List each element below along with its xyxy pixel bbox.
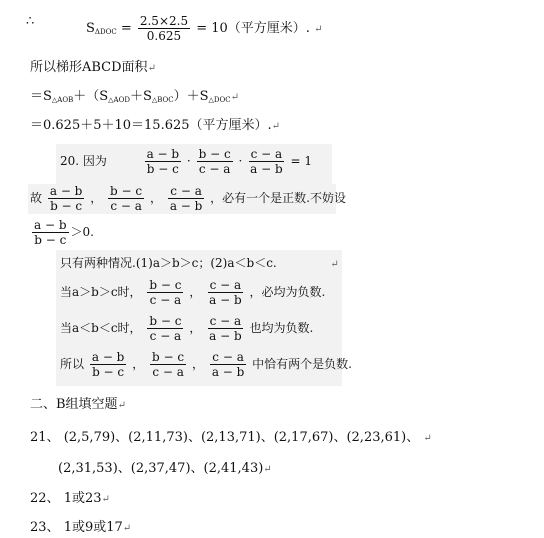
question-21-line-2 xyxy=(58,461,272,478)
paragraph-mark: ↵ xyxy=(117,400,126,411)
fraction-numerator: c − a xyxy=(212,350,244,364)
conclusion-tail: 中恰有两个是负数. xyxy=(252,357,352,371)
fraction-ca-ab xyxy=(248,147,285,176)
fraction-ab-bc xyxy=(32,218,69,247)
paragraph-mark: ↵ xyxy=(230,92,239,103)
gu-label: 故 xyxy=(30,191,43,205)
paragraph-mark: ↵ xyxy=(314,24,323,35)
question-22 xyxy=(30,491,110,508)
equals-sign: = xyxy=(120,21,132,36)
fraction-numerator: 2.5×2.5 xyxy=(139,14,189,28)
question-23-answer: 1或9或17 xyxy=(63,520,123,535)
fraction-denominator: a − b xyxy=(169,199,203,213)
comma: ， xyxy=(90,191,103,205)
case-1-lead: 当a＞b＞c时， xyxy=(60,285,142,299)
comma: ， xyxy=(189,285,202,299)
sub-aod: △AOD xyxy=(108,96,130,104)
area-sum-expression xyxy=(30,89,239,108)
cases-text: 只有两种情况.(1)a＞b＞c；(2)a＜b＜c. xyxy=(60,256,277,270)
comma: ， xyxy=(132,357,145,371)
fraction-denominator: c − a xyxy=(152,365,184,379)
fraction-denominator: c − a xyxy=(149,293,182,307)
problem-20-tail-1: ，必有一个是正数.不妨设 xyxy=(210,191,346,205)
fraction-denominator: a − b xyxy=(209,329,242,343)
fraction-denominator: a − b xyxy=(211,365,245,379)
fraction-numerator: a − b xyxy=(91,350,125,364)
fraction-ab-bc xyxy=(48,184,85,213)
trapezoid-area-text: 所以梯形ABCD面积 xyxy=(30,60,148,75)
fraction-numerator: b − c xyxy=(198,147,231,161)
section-title: 二、B组填空题 xyxy=(30,397,118,412)
problem-20-therefore xyxy=(30,184,346,213)
area-total-text: ＝0.625＋5＋10＝15.625（平方厘米）. xyxy=(30,118,272,133)
question-21-line-1 xyxy=(30,430,432,447)
question-number: 21、 xyxy=(30,430,60,445)
greater-than-zero: ＞0. xyxy=(70,225,94,239)
fraction-numerator: c − a xyxy=(209,314,242,328)
area-subscript: ΔDOC xyxy=(94,28,117,36)
fraction-denominator: a − b xyxy=(250,162,283,176)
fraction-denominator: b − c xyxy=(34,233,67,247)
area-total-expression xyxy=(30,118,280,135)
section-heading xyxy=(30,397,126,414)
fraction-denominator: c − a xyxy=(149,329,182,343)
sub-boc: △BOC xyxy=(151,96,174,104)
fraction-numerator: a − b xyxy=(34,218,67,232)
therefore-symbol: ∴ xyxy=(26,14,35,29)
fraction-denominator: c − a xyxy=(198,162,231,176)
fraction-numerator: c − a xyxy=(209,278,242,292)
question-21-answer-part-1: (2,5,79)、(2,11,73)、(2,13,71)、(2,17,67)、(2,23,61)、 xyxy=(63,430,420,445)
fraction-numerator: b − c xyxy=(149,278,182,292)
fraction-ab-bc xyxy=(145,147,182,176)
fraction-denominator: b − c xyxy=(146,162,179,176)
area-result: = 10（平方厘米）. xyxy=(196,21,310,36)
fraction-denominator: b − c xyxy=(92,365,125,379)
sum-part-4: ）＋S xyxy=(173,89,209,104)
problem-20-conclusion xyxy=(60,350,352,379)
paragraph-mark: ↵ xyxy=(122,523,132,534)
sub-doc: △DOC xyxy=(208,96,231,104)
sum-part-3: ＋S xyxy=(129,89,152,104)
equals-one: = 1 xyxy=(290,154,313,168)
fraction-ca-ab xyxy=(168,184,205,213)
comma: ， xyxy=(149,191,162,205)
case-2-tail: 也均为负数. xyxy=(249,321,314,335)
fraction-denominator: c − a xyxy=(110,199,142,213)
case-1-tail: ，必均为负数. xyxy=(249,285,326,299)
fraction-numerator: a − b xyxy=(49,184,83,198)
problem-20-case-1 xyxy=(60,278,325,307)
dot-operator: · xyxy=(186,154,191,168)
problem-20-assume xyxy=(30,218,94,247)
problem-20-premise xyxy=(60,147,312,176)
fraction-numerator: b − c xyxy=(110,184,143,198)
question-23 xyxy=(30,520,131,537)
sub-aob: △AOB xyxy=(51,96,74,104)
sum-part-1: ＝S xyxy=(30,89,52,104)
fraction-ca-ab xyxy=(210,350,247,379)
paragraph-mark: ↵ xyxy=(271,121,281,132)
comma: ， xyxy=(189,321,202,335)
fraction-numerator: c − a xyxy=(170,184,202,198)
case-2-lead: 当a＜b＜c时， xyxy=(60,321,142,335)
trapezoid-area-label xyxy=(30,60,156,77)
fraction-bc-ca xyxy=(147,314,183,343)
question-number: 22、 xyxy=(30,491,60,506)
fraction-bc-ca xyxy=(150,350,186,379)
question-22-answer: 1或23 xyxy=(63,491,102,506)
paragraph-mark: ↵ xyxy=(423,433,432,444)
paragraph-mark: ↵ xyxy=(263,464,272,475)
fraction-numerator: a − b xyxy=(146,147,180,161)
fraction-bc-ca xyxy=(147,278,183,307)
fraction-denominator: 0.625 xyxy=(146,29,182,43)
area-doc-expression xyxy=(86,14,322,43)
question-number: 23、 xyxy=(30,520,60,535)
problem-20-case-2 xyxy=(60,314,313,343)
dot-operator: · xyxy=(238,154,243,168)
fraction-numerator: b − c xyxy=(149,314,182,328)
paragraph-mark: ↵ xyxy=(147,63,156,74)
fraction-denominator: a − b xyxy=(209,293,242,307)
sum-part-2: ＋（S xyxy=(73,89,109,104)
fraction-ca-ab xyxy=(207,278,244,307)
fraction-denominator: b − c xyxy=(50,199,83,213)
fraction-bc-ca xyxy=(108,184,144,213)
conclusion-lead: 所以 xyxy=(60,357,85,371)
paragraph-mark: ↵ xyxy=(330,259,339,270)
problem-20-lead: 20. 因为 xyxy=(60,154,107,168)
area-symbol: S xyxy=(86,21,95,36)
fraction-area xyxy=(138,14,190,43)
fraction-numerator: b − c xyxy=(152,350,185,364)
problem-20-cases xyxy=(60,256,339,272)
question-21-answer-part-2: (2,31,53)、(2,37,47)、(2,41,43) xyxy=(58,461,264,476)
fraction-bc-ca xyxy=(197,147,233,176)
comma: ， xyxy=(191,357,204,371)
fraction-numerator: c − a xyxy=(250,147,283,161)
fraction-ab-bc xyxy=(90,350,127,379)
paragraph-mark: ↵ xyxy=(101,494,110,505)
fraction-ca-ab xyxy=(207,314,244,343)
